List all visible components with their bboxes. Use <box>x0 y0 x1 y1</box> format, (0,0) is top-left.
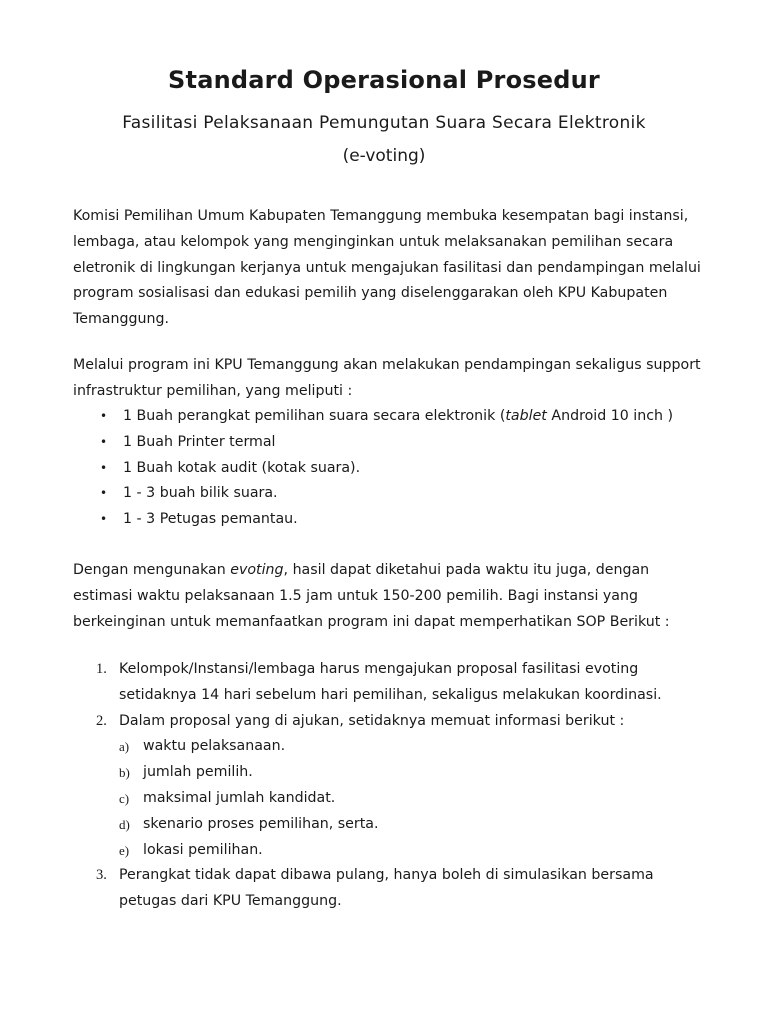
sop-step <box>73 709 713 864</box>
sub-step-letter: c) <box>119 790 130 806</box>
sub-step-text: skenario proses pemilihan, serta. <box>143 815 379 832</box>
sub-step <box>119 812 713 838</box>
list-item-text: 1 Buah Printer termal <box>123 433 276 450</box>
step-text: Kelompok/Instansi/lembaga harus mengajukan proposal fasilitasi evoting setidaknya 14 hari sebelum hari pemilihan, sekaligus melakukan koordinasi. <box>119 661 662 703</box>
sub-step-text: maksimal jumlah kandidat. <box>143 789 336 806</box>
paragraph-text: Dengan mengunakan <box>73 562 231 578</box>
sub-step-letter: e) <box>119 842 130 858</box>
evoting-paragraph <box>73 558 713 635</box>
sub-step-text: jumlah pemilih. <box>143 764 253 781</box>
list-item <box>73 430 713 456</box>
step-number: 2. <box>96 712 107 729</box>
list-item-text: 1 - 3 Petugas pemantau. <box>123 511 298 528</box>
list-item-text: 1 Buah kotak audit (kotak suara). <box>123 459 361 476</box>
document-subtitle: Fasilitasi Pelaksanaan Pemungutan Suara Secara Elektronik <box>122 113 646 133</box>
infrastructure-paragraph: Melalui program ini KPU Temanggung akan melakukan pendampingan sekaligus support infrastruktur pemilihan, yang meliputi : <box>73 357 701 399</box>
list-item <box>73 404 713 430</box>
sub-step <box>119 786 713 812</box>
step-number: 1. <box>96 661 107 677</box>
list-item-text: Android 10 inch ) <box>546 408 674 424</box>
list-item-text: 1 - 3 buah bilik suara. <box>123 485 278 502</box>
sub-step <box>119 760 713 786</box>
list-item <box>73 481 713 507</box>
paragraph-emphasis: evoting <box>230 562 284 578</box>
step-text: Perangkat tidak dapat dibawa pulang, hanya boleh di simulasikan bersama petugas dari KPU Temanggung. <box>119 867 654 910</box>
paragraph-text: , hasil dapat diketahui pada waktu itu juga, dengan estimasi waktu pelaksanaan 1.5 jam untuk 150-200 pemilih. Bagi instansi yang berkeinginan untuk memanfaatkan program ini dapat memperhatikan SOP Berikut : <box>73 562 670 630</box>
document-subtitle-evoting: (e-voting) <box>342 146 426 166</box>
list-item-emphasis: tablet <box>505 408 547 424</box>
sop-step <box>73 657 713 709</box>
bullet-icon: • <box>100 434 108 449</box>
sub-step-letter: d) <box>119 816 130 832</box>
intro-paragraph: Komisi Pemilihan Umum Kabupaten Temanggung membuka kesempatan bagi instansi, lembaga, atau kelompok yang menginginkan untuk melaksanakan pemilihan secara eletronik di lingkungan kerjanya untuk mengajukan fasilitasi dan pendampingan melalui program sosialisasi dan edukasi pemilih yang diselenggarakan oleh KPU Kabupaten Temanggung. <box>73 208 701 328</box>
sub-step-letter: a) <box>119 739 130 755</box>
step-text: Dalam proposal yang di ajukan, setidaknya memuat informasi berikut : <box>119 712 625 729</box>
bullet-icon: • <box>100 409 108 423</box>
sop-steps-list <box>73 657 713 915</box>
sub-step <box>119 838 713 864</box>
list-item <box>73 456 713 482</box>
list-item <box>73 507 713 533</box>
sub-step-letter: b) <box>119 765 130 781</box>
step-number: 3. <box>96 867 107 884</box>
proposal-info-list <box>119 734 713 863</box>
bullet-icon: • <box>100 460 108 475</box>
sub-step-text: waktu pelaksanaan. <box>143 738 286 755</box>
sop-step <box>73 863 713 915</box>
bullet-icon: • <box>100 486 108 501</box>
document-title: Standard Operasional Prosedur <box>168 66 600 94</box>
infrastructure-list <box>73 404 713 533</box>
bullet-icon: • <box>100 512 108 527</box>
sub-step <box>119 734 713 760</box>
sub-step-text: lokasi pemilihan. <box>143 841 263 858</box>
list-item-text: 1 Buah perangkat pemilihan suara secara elektronik ( <box>123 408 506 424</box>
